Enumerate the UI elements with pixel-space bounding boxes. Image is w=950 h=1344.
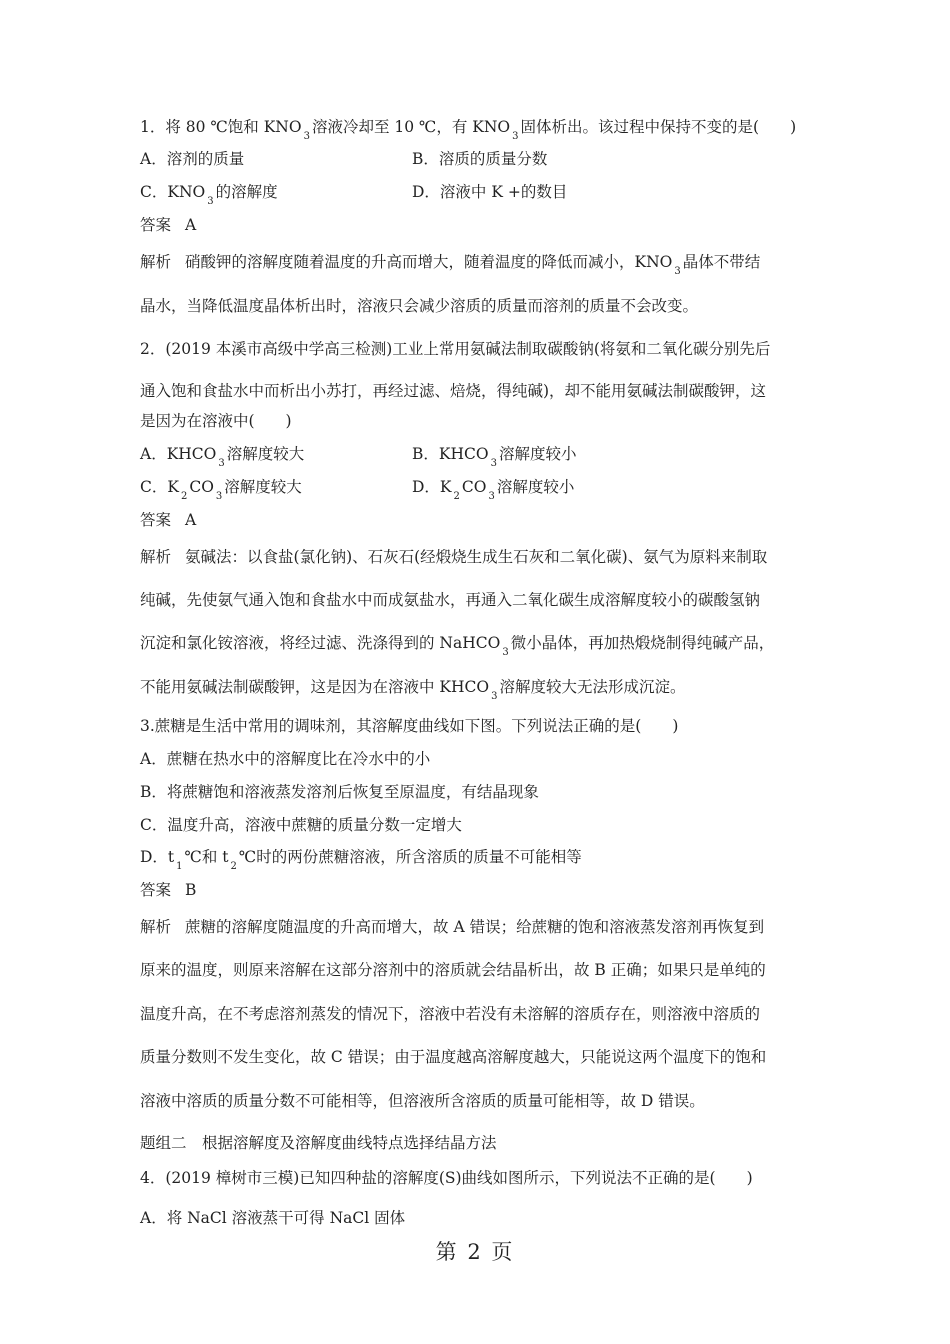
page-number: 第 2 页 [435,1240,515,1264]
q1-option-c: C．$KNO_3$的溶解度 [140,183,278,207]
q3-analysis-line-3: 温度升高，在不考虑溶剂蒸发的情况下，溶液中若没有未溶解的溶质存在，则溶液中溶质的 [140,1005,761,1023]
q2-answer: 答案 A [140,511,197,529]
q2-stem-line-1: 2．(2019 本溪市高级中学高三检测)工业上常用氨碱法制取碳酸钠(将氨和二氧化碳分别先后 [140,340,771,358]
q2-analysis-line-3: 沉淀和氯化铵溶液，将经过滤、洗涤得到的 NaHCO$_3$微小晶体，再加热煅烧制得纯碱产品， [140,634,775,658]
q3-analysis-line-2: 原来的温度，则原来溶解在这部分溶剂中的溶质就会结晶析出，故 B 正确；如果只是单纯的 [140,961,766,979]
q2-analysis-line-2: 纯碱，先使氨气通入饱和食盐水中而成氨盐水，再通入二氧化碳生成溶解度较小的碳酸氢钠 [140,591,761,609]
q1-option-a: A．溶剂的质量 [140,150,245,168]
q2-option-b: B．$KHCO_3$溶解度较小 [412,445,577,469]
q2-stem-line-2: 通入饱和食盐水中而析出小苏打，再经过滤、焙烧，得纯碱)，却不能用氨碱法制碳酸钾，这 [140,382,767,400]
q1-option-d: D．溶液中 K +的数目 [412,183,568,201]
q1-analysis-line-1: 解析 硝酸钾的溶解度随着温度的升高而增大，随着温度的降低而减小，$KNO_3$晶体不带结 [140,253,761,277]
q3-option-b: B．将蔗糖饱和溶液蒸发溶剂后恢复至原温度，有结晶现象 [140,783,539,801]
q2-option-a: A．$KHCO_3$溶解度较大 [140,445,305,469]
q4-stem: 4．(2019 樟树市三模)已知四种盐的溶解度(S)曲线如图所示，下列说法不正确的是( ) [140,1169,753,1187]
q2-stem-line-3: 是因为在溶液中( ) [140,412,292,430]
q3-stem: 3.蔗糖是生活中常用的调味剂，其溶解度曲线如下图。下列说法正确的是( ) [140,717,679,735]
q1-option-b: B．溶质的质量分数 [412,150,548,168]
q2-option-c: C．$K_2CO_3$溶解度较大 [140,478,302,502]
q1-answer: 答案 A [140,216,197,234]
q3-analysis-line-1: 解析 蔗糖的溶解度随温度的升高而增大，故 A 错误；给蔗糖的饱和溶液蒸发溶剂再恢复到 [140,918,765,936]
q1-analysis-line-2: 晶水，当降低温度晶体析出时，溶液只会减少溶质的质量而溶剂的质量不会改变。 [140,297,699,315]
q4-option-a: A．将 NaCl 溶液蒸干可得 NaCl 固体 [140,1209,406,1227]
q3-option-c: C．温度升高，溶液中蔗糖的质量分数一定增大 [140,816,462,834]
q3-option-a: A．蔗糖在热水中的溶解度比在冷水中的小 [140,750,431,768]
q3-answer: 答案 B [140,881,197,899]
q3-analysis-line-5: 溶液中溶质的质量分数不可能相等，但溶液所含溶质的质量可能相等，故 D 错误。 [140,1092,705,1110]
q2-option-d: D．$K_2CO_3$溶解度较小 [412,478,575,502]
q2-analysis-line-1: 解析 氨碱法：以食盐(氯化钠)、石灰石(经煅烧生成生石灰和二氧化碳)、氨气为原料来制取 [140,548,768,566]
q3-analysis-line-4: 质量分数则不发生变化，故 C 错误；由于温度越高溶解度越大，只能说这两个温度下的饱和 [140,1048,767,1066]
group2-heading: 题组二 根据溶解度及溶解度曲线特点选择结晶方法 [140,1134,497,1152]
q2-analysis-line-4: 不能用氨碱法制碳酸钾，这是因为在溶液中 $KHCO_3$溶解度较大无法形成沉淀。 [140,678,686,702]
q3-option-d: D．$t_1℃$和 $t_2℃$时的两份蔗糖溶液，所含溶质的质量不可能相等 [140,848,582,872]
q1-stem: 1．将 80 ℃饱和 $KNO_3$溶液冷却至 10 ℃，有 $KNO_3$固体析出。该过程中保持不变的是( ) [140,118,797,142]
